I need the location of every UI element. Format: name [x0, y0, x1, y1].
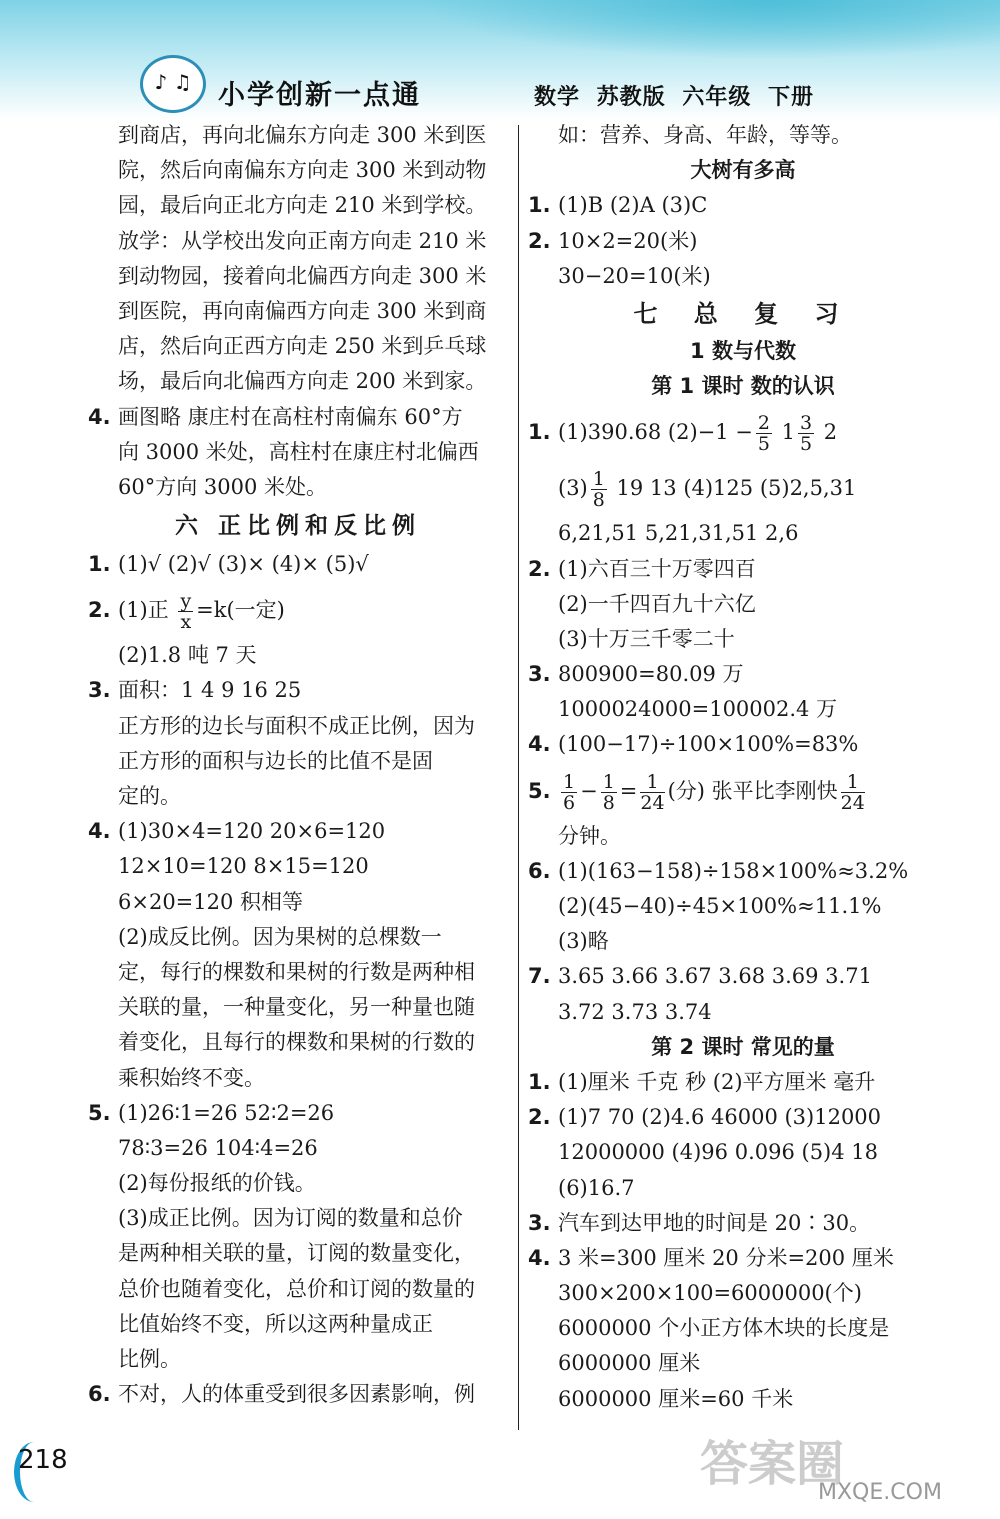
question-number: 4. [528, 732, 551, 757]
answer-text: 3 米=300 厘米 20 分米=200 厘米 [558, 1245, 894, 1270]
answer-3 [528, 1206, 958, 1241]
text-line: 如：营养、身高、年龄，等等。 [558, 123, 852, 147]
text-line: (2)成反比例。因为果树的总棵数一 [118, 924, 442, 949]
question-number: 2. [528, 556, 551, 581]
text-line: 12000000 (4)96 0.096 (5)4 18 [558, 1140, 879, 1165]
question-number: 4. [528, 1245, 551, 1270]
question-number: 7. [528, 964, 551, 989]
question-number: 3. [528, 1210, 551, 1235]
text-line: 关联的量，一种量变化，另一种量也随 [118, 995, 475, 1020]
answer-text: 10×2=20(米) [558, 228, 698, 253]
answer-2 [528, 552, 958, 587]
book-edition: 数学 苏教版 六年级 下册 [534, 85, 814, 110]
answer-text: (分) 张平比李刚快 [667, 778, 838, 803]
text-line: 60°方向 3000 米处。 [118, 474, 328, 499]
fraction: $\frac{1}{8}$ [592, 468, 605, 512]
text-line: 78∶3=26 104∶4=26 [118, 1135, 318, 1160]
answer-2 [528, 1100, 958, 1135]
watermark-logo: 答案圈 [700, 1436, 845, 1492]
text-line: (2)(45−40)÷45×100%≈11.1% [558, 894, 882, 918]
text-line: 3.72 3.73 3.74 [558, 999, 712, 1024]
fraction: $\frac{1}{24}$ [840, 770, 865, 814]
answer-text: = [619, 778, 638, 803]
text-line: 着变化，且每行的棵数和果树的行数的 [118, 1030, 475, 1055]
answer-2 [528, 224, 958, 259]
question-number: 5. [528, 778, 551, 803]
answer-2 [88, 582, 508, 638]
answer-text: (100−17)÷100×100%=83% [558, 732, 859, 757]
question-number: 1. [88, 552, 111, 577]
answer-3 [88, 673, 508, 708]
answer-text: 800900=80.09 万 [558, 662, 744, 687]
text-line: (2)1.8 吨 7 天 [118, 643, 257, 668]
section-title-tree: 大树有多高 [690, 158, 796, 183]
watermark-url: MXQE.COM [818, 1480, 942, 1505]
answer-1 [528, 404, 958, 460]
text-line: (6)16.7 [558, 1175, 635, 1200]
text-line: 分钟。 [558, 823, 621, 848]
text-line: 正方形的面积与边长的比值不是固 [118, 748, 433, 773]
text-line: 场，最后向北偏西方向走 200 米到家。 [118, 369, 487, 394]
fraction: $\frac{1}{8}$ [602, 770, 615, 814]
text-line: 院，然后向南偏东方向走 300 米到动物 [118, 158, 487, 183]
text-line: 总价也随着变化，总价和订阅的数量的 [118, 1276, 475, 1301]
text-line: (2)每份报纸的价钱。 [118, 1171, 316, 1196]
panda-logo-icon: ♪ ♫ [140, 55, 206, 113]
text-line: 定，每行的棵数和果树的行数是两种相 [118, 959, 475, 984]
answer-text: (1)(163−158)÷158×100%≈3.2% [558, 858, 909, 883]
answer-text: 面积：1 4 9 16 25 [118, 678, 302, 703]
answer-text: 汽车到达甲地的时间是 20∶30。 [558, 1210, 871, 1235]
question-number: 2. [528, 228, 551, 253]
text-line [528, 460, 958, 516]
section-title-6: 六 正比例和反比例 [174, 513, 421, 540]
lesson-title-1: 第 1 课时 数的认识 [651, 374, 835, 399]
answer-text: 1 [774, 420, 796, 445]
question-number: 4. [88, 404, 111, 429]
subsection-title: 1 数与代数 [690, 338, 796, 363]
text-line: 300×200×100=6000000(个) [558, 1281, 862, 1306]
answer-4 [528, 1241, 958, 1276]
answer-text: 19 13 (4)125 (5)2,5,31 [609, 476, 857, 501]
answer-text: (1)390.68 (2)−1 − [558, 420, 753, 445]
answer-text: (1)正 [118, 598, 169, 623]
answer-text: (1)7 70 (2)4.6 46000 (3)12000 [558, 1105, 882, 1130]
text-line: 定的。 [118, 784, 181, 808]
answer-text: (1)30×4=120 20×6=120 [118, 819, 386, 844]
text-line: 比例。 [118, 1347, 181, 1371]
answer-1 [528, 188, 958, 223]
text-line: (3)成正比例。因为订阅的数量和总价 [118, 1206, 463, 1231]
answer-6 [88, 1377, 508, 1412]
question-number: 6. [88, 1382, 111, 1407]
text-line: 是两种相关联的量，订阅的数量变化， [118, 1241, 475, 1266]
text-line: 6000000 个小正方体木块的长度是 [558, 1316, 890, 1341]
fraction: $\frac{y}{x}$ [180, 590, 192, 634]
question-number: 2. [88, 598, 111, 623]
book-title: 小学创新一点通 [218, 80, 421, 111]
question-number: 3. [88, 678, 111, 703]
left-column [88, 118, 508, 1412]
answer-1 [88, 547, 508, 582]
column-divider [518, 125, 519, 1430]
text-line: 到商店，再向北偏东方向走 300 米到医 [118, 123, 487, 147]
header-decoration [420, 0, 1000, 60]
text-line: 6,21,51 5,21,31,51 2,6 [558, 521, 799, 546]
text-line: (3)十万三千零二十 [558, 626, 735, 651]
text-line: 向 3000 米处，高柱村在康庄村北偏西 [118, 439, 479, 464]
text-line: 6000000 厘米=60 千米 [558, 1386, 794, 1411]
answer-text: 2 [817, 420, 838, 445]
answer-5 [88, 1096, 508, 1131]
answer-text: − [580, 778, 598, 803]
answer-3 [528, 657, 958, 692]
answer-6 [528, 854, 958, 889]
text-line: 6000000 厘米 [558, 1351, 701, 1376]
answer-7 [528, 959, 958, 994]
fraction: $\frac{2}{5}$ [757, 412, 770, 456]
answer-4b [88, 814, 508, 849]
text-line: 到医院，再向南偏西方向走 300 米到商 [118, 298, 487, 323]
text-line: (3)略 [558, 929, 609, 954]
answer-text: (1)六百三十万零四百 [558, 556, 756, 581]
text-line: 店，然后向正西方向走 250 米到乒乓球 [118, 334, 487, 359]
answer-text: 不对，人的体重受到很多因素影响，例 [118, 1382, 475, 1407]
answer-text: (3) [558, 476, 588, 501]
question-number: 1. [528, 420, 551, 445]
answer-4 [88, 400, 508, 435]
answer-text: 3.65 3.66 3.67 3.68 3.69 3.71 [558, 964, 872, 989]
right-column [528, 118, 958, 1417]
text-line: 1000024000=100002.4 万 [558, 697, 838, 722]
question-number: 5. [88, 1100, 111, 1125]
question-number: 4. [88, 819, 111, 844]
fraction: $\frac{1}{6}$ [563, 770, 576, 814]
text-line: 比值始终不变，所以这两种量成正 [118, 1311, 433, 1336]
text-line: 12×10=120 8×15=120 [118, 854, 369, 879]
question-number: 1. [528, 1069, 551, 1094]
lesson-title-2: 第 2 课时 常见的量 [651, 1034, 835, 1059]
page-header [0, 0, 1000, 120]
answer-1 [528, 1065, 958, 1100]
answer-text: (1)√ (2)√ (3)× (4)× (5)√ [118, 552, 369, 577]
answer-text: (1)26∶1=26 52∶2=26 [118, 1100, 335, 1125]
question-number: 1. [528, 193, 551, 218]
text-line: 6×20=120 积相等 [118, 889, 304, 914]
text-line: 放学：从学校出发向正南方向走 210 米 [118, 228, 487, 253]
text-line: 乘积始终不变。 [118, 1065, 265, 1090]
text-line: 园，最后向正北方向走 210 米到学校。 [118, 193, 487, 218]
answer-text: (1)B (2)A (3)C [558, 193, 708, 218]
fraction: $\frac{1}{24}$ [640, 770, 665, 814]
answer-text: =k(一定) [196, 598, 285, 623]
answer-text: 画图略 康庄村在高柱村南偏东 60°方 [118, 404, 463, 429]
page-number: 218 [18, 1445, 68, 1475]
question-number: 6. [528, 858, 551, 883]
section-title-7: 七 总 复 习 [633, 299, 853, 328]
answer-text: (1)厘米 千克 秒 (2)平方厘米 毫升 [558, 1069, 876, 1094]
answer-5 [528, 763, 958, 819]
text-line: 30−20=10(米) [558, 263, 711, 288]
text-line: 正方形的边长与面积不成正比例，因为 [118, 713, 475, 738]
question-number: 3. [528, 662, 551, 687]
text-line: 到动物园，接着向北偏西方向走 300 米 [118, 263, 487, 288]
fraction: $\frac{3}{5}$ [800, 412, 813, 456]
answer-4 [528, 727, 958, 762]
question-number: 2. [528, 1105, 551, 1130]
text-line: (2)一千四百九十六亿 [558, 591, 756, 616]
